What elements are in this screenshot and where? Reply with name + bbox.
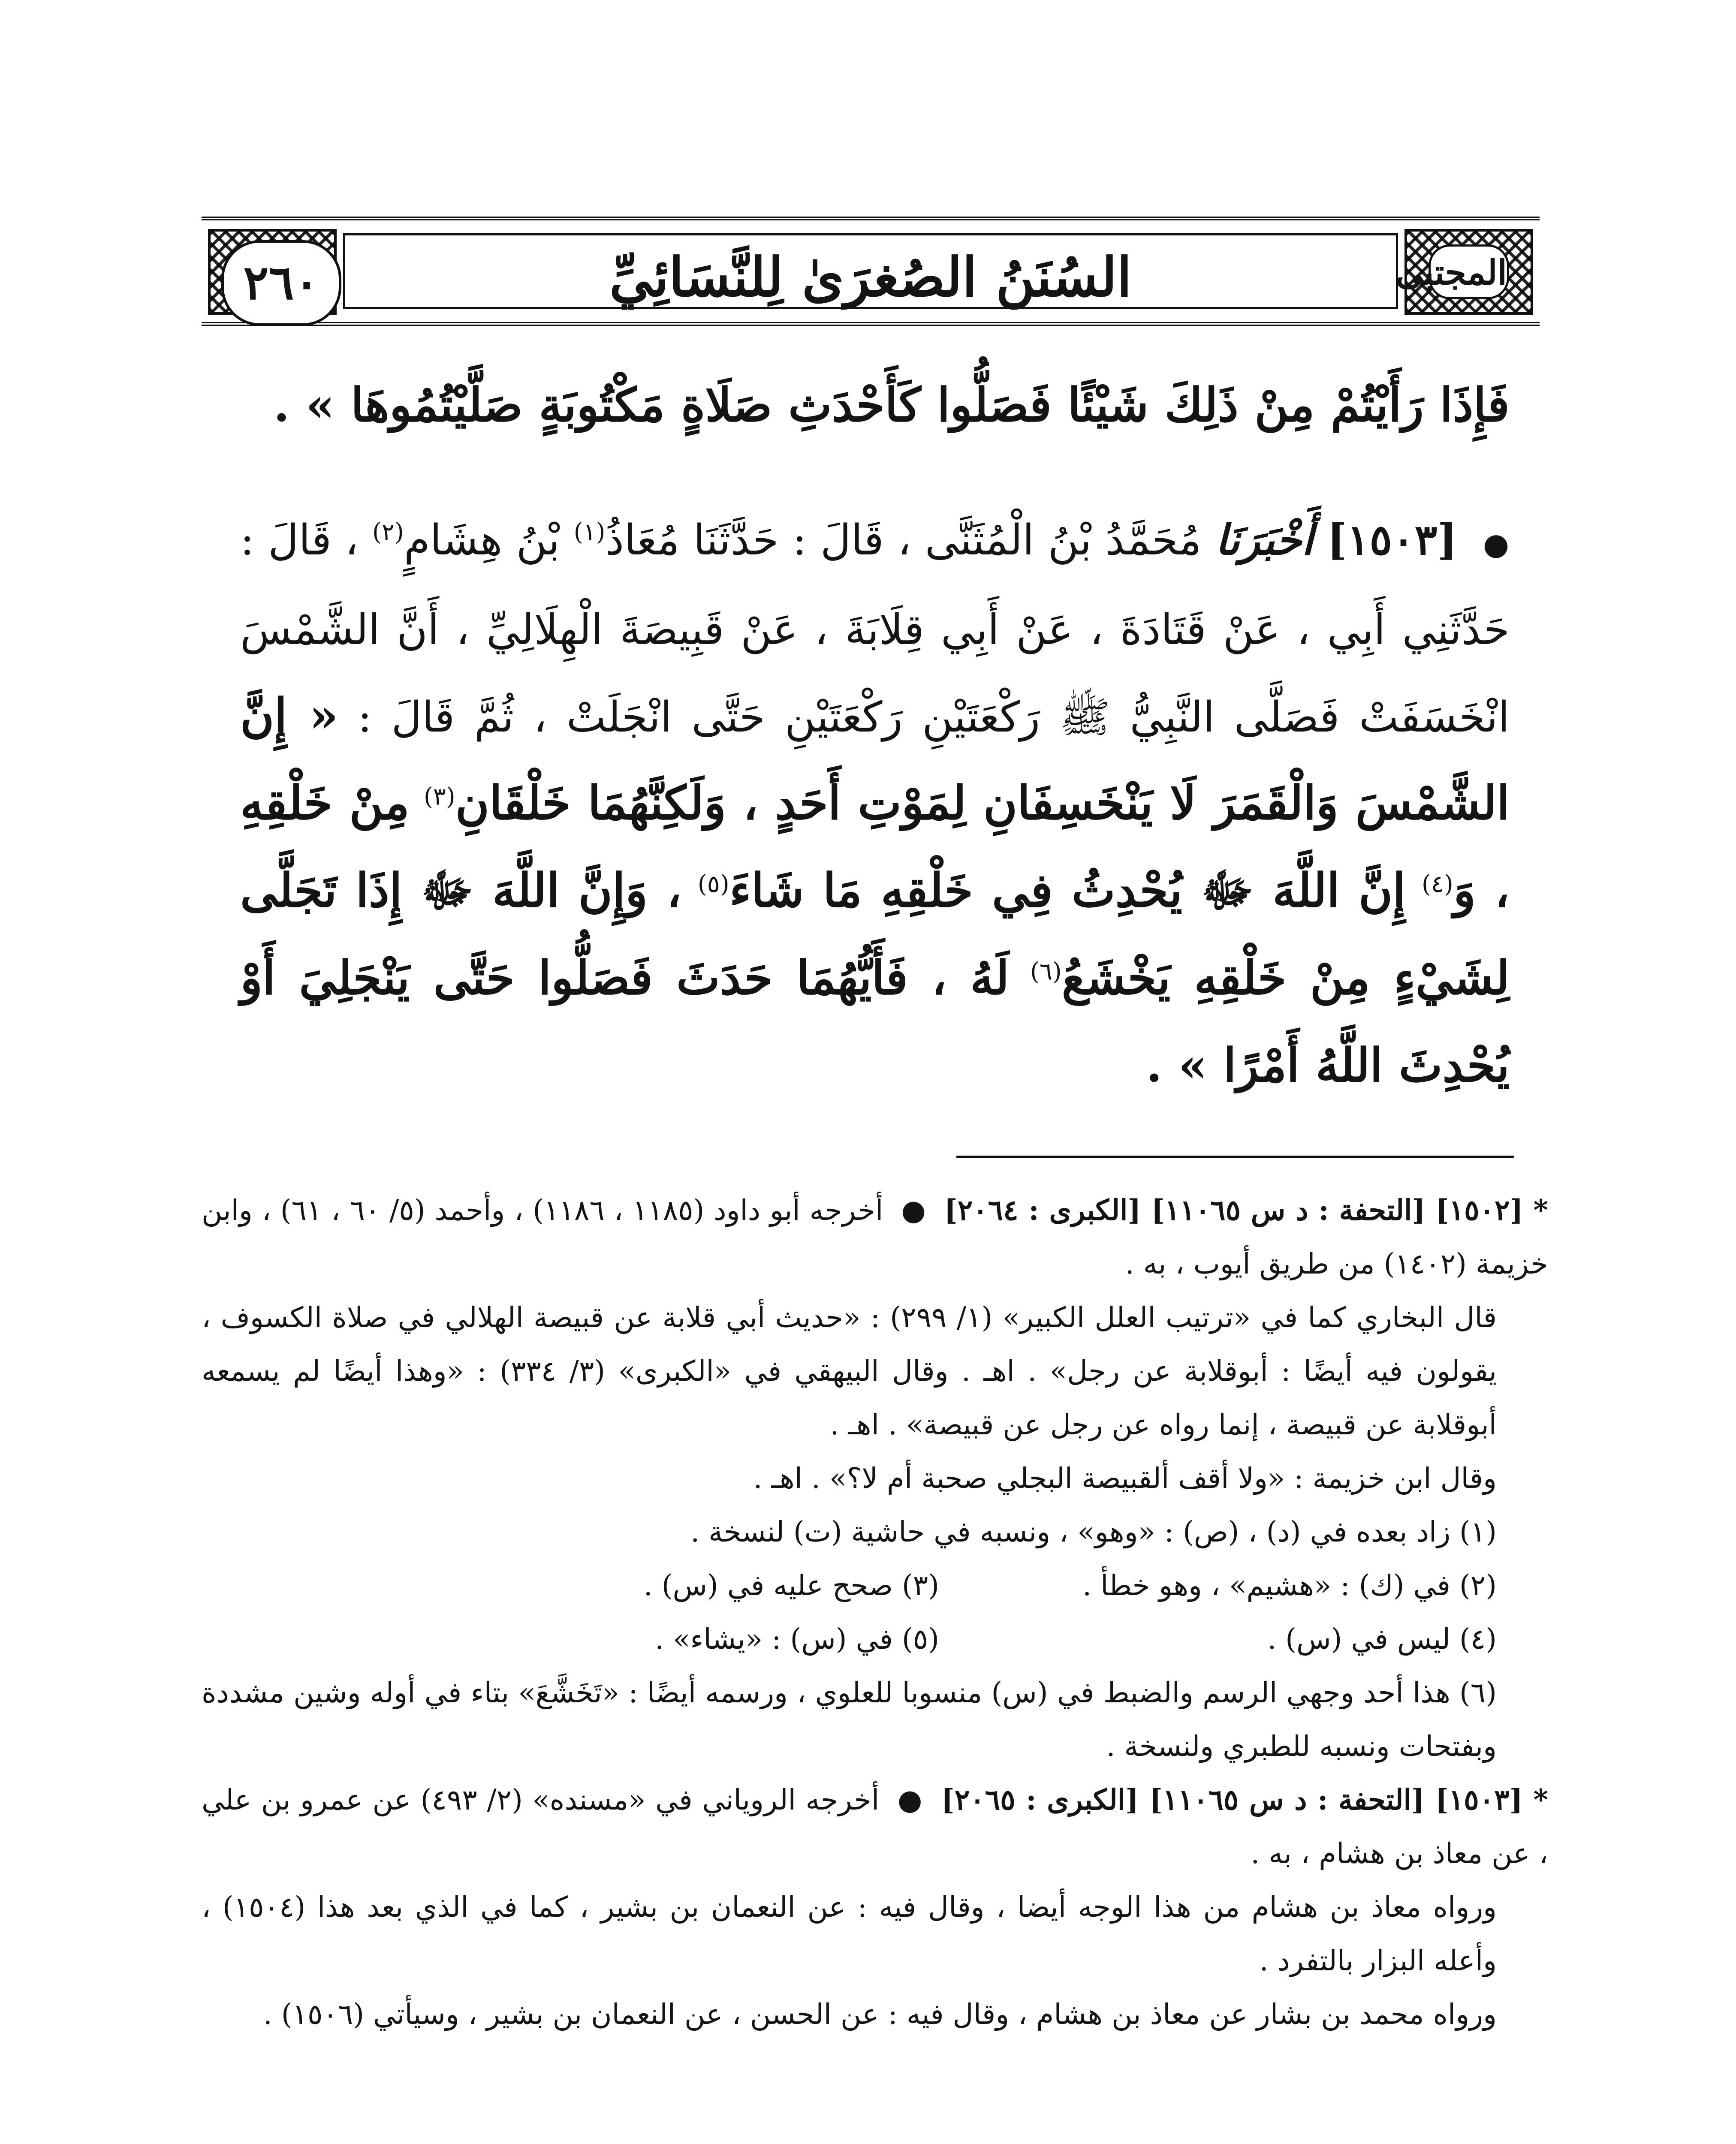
takhrij-head: * [١٥٠٣] [التحفة : د س ١١٠٦٥] [الكبرى : ٢٠٦٥]: [941, 1783, 1548, 1816]
footnote-ref: (٥): [697, 870, 729, 898]
variant-note-6: (٦) هذا أحد وجهي الرسم والضبط في (س) منسوبا للعلوي ، ورسمه أيضًا : «تَخَشَّعَ» بتاء في أوله وشين مشددة وبفتحات ونسبه للطبري ولنسخة .: [202, 1676, 1497, 1763]
takhrij-paragraph: وقال ابن خزيمة : «ولا أقف ألقبيصة البجلي صحبة أم لا؟» . اهـ .: [753, 1462, 1497, 1495]
takhrij-text: أخرجه الروياني في «مسنده» (٢/ ٤٩٣) عن عمرو بن علي ، عن معاذ بن هشام ، به .: [202, 1783, 1548, 1870]
footnote-ref: (٤): [1422, 870, 1453, 898]
running-header: [202, 217, 1540, 326]
footnote-ref: (٦): [1030, 958, 1062, 986]
hadith-text: مُحَمَّدُ بْنُ الْمُثَنَّى ، قَالَ : حَدَّثَنَا مُعَاذُ: [605, 516, 1202, 565]
hadith-1503: [240, 497, 1510, 1110]
takhrij-head: * [١٥٠٢] [التحفة : د س ١١٠٦٥] [الكبرى : ٢٠٦٤]: [944, 1193, 1549, 1227]
prophetic-quote: ، وَإِنَّ اللَّهَ ﷻ إِذَا تَجَلَّى لِشَيْءٍ مِنْ خَلْقِهِ يَخْشَعُ: [240, 864, 1510, 1005]
variant-note-2: (٢) في (ك) : «هشيم» ، وهو خطأ .: [1082, 1569, 1497, 1602]
footnotes: [202, 1183, 1548, 2041]
takhrij-paragraph: قال البخاري كما في «ترتيب العلل الكبير» (١/ ٢٩٩) : «حديث أبي قلابة عن قبيصة الهلالي في صلاة الكسوف ، يقولون فيه أيضًا : أبوقلابة عن رجل» . اهـ . وقال البيهقي في «الكبرى» (٣/ ٣٣٤) : «وهذا أيضًا لم يسمعه أبوقلابة عن قبيصة ، إنما رواه عن رجل عن قبيصة» . اهـ .: [202, 1301, 1497, 1441]
takhrij-1503: [202, 1773, 1548, 1880]
bullet-icon: ●: [897, 1783, 923, 1816]
footnote-ref: (٢): [372, 518, 404, 546]
footnote-ref: (٣): [423, 783, 455, 811]
page-number: ٢٦٠: [221, 240, 341, 326]
footnote-separator: [956, 1156, 1514, 1158]
prophetic-quote: « إِنَّ الشَّمْسَ وَالْقَمَرَ لَا يَنْخَسِفَانِ لِمَوْتِ أَحَدٍ ، وَلَكِنَّهُمَا خَلْقَانِ: [240, 689, 1510, 830]
variant-note-1: (١) زاد بعده في (د) ، (ص) : «وهو» ، ونسبه في حاشية (ت) لنسخة .: [690, 1515, 1497, 1548]
hadith-text: ، قَالَ : حَدَّثَنِي أَبِي ، عَنْ قَتَادَةَ ، عَنْ أَبِي قِلَابَةَ ، عَنْ قَبِيصَةَ الْهِلَالِيِّ ، أَنَّ الشَّمْسَ انْخَسَفَتْ فَصَلَّى النَّبِيُّ ﷺ رَكْعَتَيْنِ رَكْعَتَيْنِ حَتَّى انْجَلَتْ ، ثُمَّ قَالَ :: [240, 516, 1510, 742]
bullet-icon: ●: [901, 1194, 926, 1227]
takhrij-text: أخرجه أبو داود (١١٨٥ ، ١١٨٦) ، وأحمد (٥/ ٦٠ ، ٦١) ، وابن خزيمة (١٤٠٢) من طريق أيوب ، به .: [202, 1194, 1548, 1280]
variant-note-3: (٣) صحح عليه في (س) .: [643, 1569, 939, 1602]
footnote-ref: (١): [573, 518, 606, 546]
takhrij-paragraph: ورواه معاذ بن هشام من هذا الوجه أيضا ، وقال فيه : عن النعمان بن بشير ، كما في الذي بعد هذا (١٥٠٤) ، وأعله البزار بالتفرد .: [202, 1891, 1497, 1977]
takhrij-1502: [202, 1183, 1548, 1291]
variant-row: [202, 1559, 1548, 1612]
hadith-number: [١٥٠٣]: [1327, 515, 1457, 565]
prophetic-quote: إِنَّ اللَّهَ ﷻ يُحْدِثُ فِي خَلْقِهِ مَا شَاءَ: [729, 864, 1406, 918]
prophetic-quote: لَهُ ، فَأَيُّهُمَا حَدَثَ فَصَلُّوا حَتَّى يَنْجَلِيَ أَوْ يُحْدِثَ اللَّهُ أَمْرًا » .: [240, 951, 1510, 1093]
ornament-right: [1395, 229, 1533, 315]
variant-row: [202, 1612, 1548, 1666]
hadith-text: بْنُ هِشَامٍ: [404, 516, 560, 565]
bullet-icon: ●: [1483, 527, 1510, 562]
variant-note-4: (٤) ليس في (س) .: [1267, 1623, 1497, 1656]
previous-hadith-ending: فَإِذَا رَأَيْتُمْ مِنْ ذَلِكَ شَيْئًا فَصَلُّوا كَأَحْدَثِ صَلَاةٍ مَكْتُوبَةٍ صَلَّيْتُمُوهَا » .: [273, 378, 1510, 432]
ornament-label: المجتبى: [1429, 244, 1509, 299]
prophetic-quote: مِنْ خَلْقِهِ ، وَ: [240, 776, 1510, 918]
header-title-frame: [343, 233, 1398, 309]
ornament-left: [208, 229, 337, 315]
variant-note-5: (٥) في (س) : «يشاء» .: [655, 1623, 939, 1656]
book-title: السُنَنُ الصُغرَىٰ لِلنَّسَائِيِّ: [609, 246, 1132, 309]
isnad-word: أَخْبَرَنَا: [1215, 515, 1314, 565]
takhrij-paragraph: ورواه محمد بن بشار عن معاذ بن هشام ، وقال فيه : عن الحسن ، عن النعمان بن بشير ، وسيأتي (١٥٠٦) .: [263, 1998, 1497, 2031]
